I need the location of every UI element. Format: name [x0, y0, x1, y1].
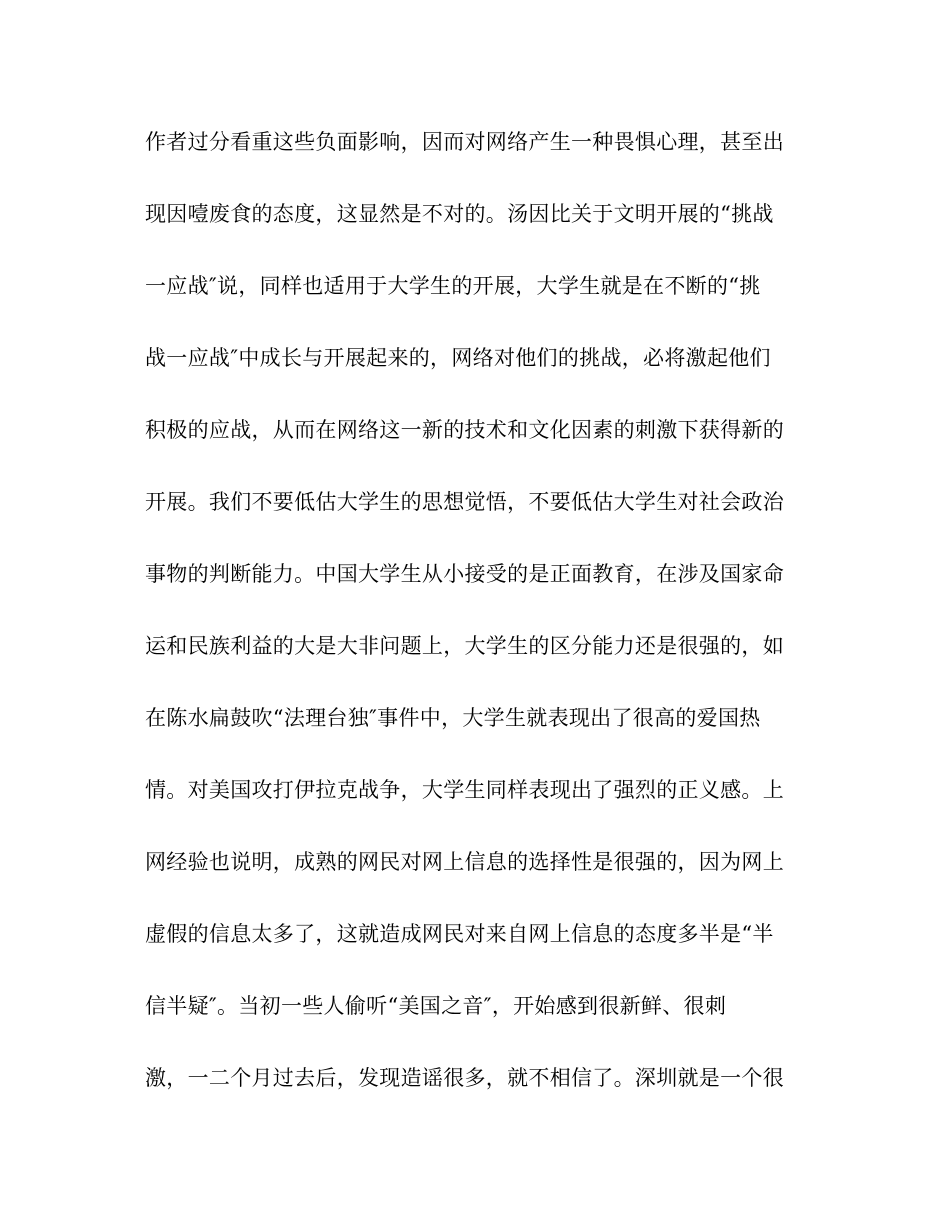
text-line: 激，一二个月过去后，发现造谣很多，就不相信了。深圳就是一个很 — [145, 1066, 784, 1090]
text-line: 运和民族利益的大是大非问题上，大学生的区分能力还是很强的，如 — [145, 634, 784, 658]
text-line: 事物的判断能力。中国大学生从小接受的是正面教育，在涉及国家命 — [145, 562, 784, 586]
text-line: 开展。我们不要低估大学生的思想觉悟，不要低估大学生对社会政治 — [145, 490, 784, 514]
text-line: 网经验也说明，成熟的网民对网上信息的选择性是很强的，因为网上 — [145, 850, 784, 874]
text-line: 在陈水扁鼓吹“法理台独″事件中，大学生就表现出了很高的爱国热 — [145, 706, 761, 730]
text-line: 积极的应战，从而在网络这一新的技术和文化因素的刺激下获得新的 — [145, 418, 784, 442]
text-line: 一应战″说，同样也适用于大学生的开展，大学生就是在不断的“挑 — [145, 274, 761, 298]
text-line: 情。对美国攻打伊拉克战争，大学生同样表现出了强烈的正义感。上 — [145, 778, 784, 802]
text-line: 现因噎废食的态度，这显然是不对的。汤因比关于文明开展的“挑战 — [145, 202, 774, 226]
text-line: 虚假的信息太多了，这就造成网民对来自网上信息的态度多半是“半 — [145, 922, 774, 946]
text-line: 信半疑″。当初一些人偷听“美国之音″，开始感到很新鲜、很刺 — [145, 994, 727, 1018]
text-line: 作者过分看重这些负面影响，因而对网络产生一种畏惧心理，甚至出 — [145, 130, 784, 154]
body-paragraph — [145, 120, 805, 1128]
text-line: 战一应战″中成长与开展起来的，网络对他们的挑战，必将激起他们 — [145, 346, 771, 370]
